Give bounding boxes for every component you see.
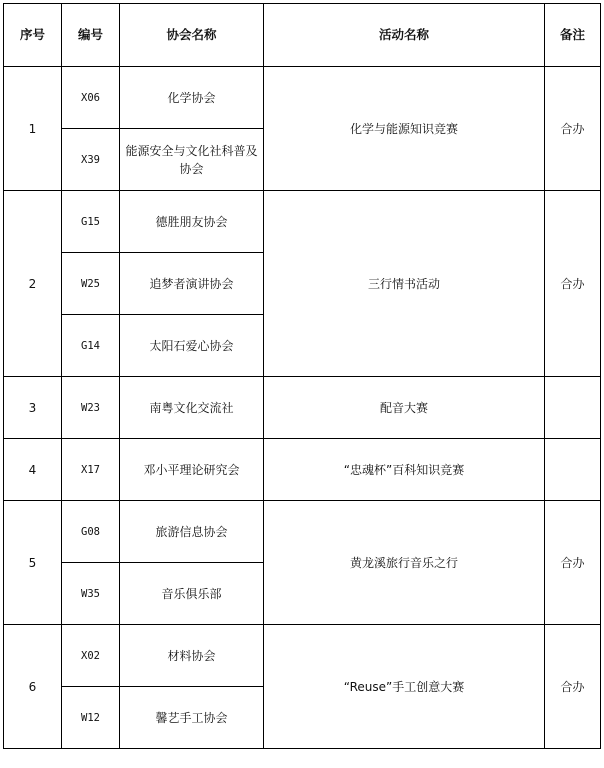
- assoc-name-cell: 太阳石爱心协会: [120, 315, 264, 377]
- table-row: [4, 625, 601, 687]
- assoc-name-cell: 化学协会: [120, 67, 264, 129]
- code-cell: X39: [62, 129, 120, 191]
- code-cell: G15: [62, 191, 120, 253]
- header-code: 编号: [62, 4, 120, 67]
- code-cell: X02: [62, 625, 120, 687]
- activity-table: [3, 3, 601, 749]
- seq-cell: 6: [4, 625, 62, 749]
- remark-cell: [545, 377, 601, 439]
- header-row: [4, 4, 601, 67]
- header-activity-name: 活动名称: [264, 4, 545, 67]
- table-row: [4, 501, 601, 563]
- activity-name-cell: 配音大赛: [264, 377, 545, 439]
- table-body: [4, 67, 601, 749]
- header-assoc-name: 协会名称: [120, 4, 264, 67]
- assoc-name-cell: 馨艺手工协会: [120, 687, 264, 749]
- code-cell: G08: [62, 501, 120, 563]
- header-seq: 序号: [4, 4, 62, 67]
- seq-cell: 1: [4, 67, 62, 191]
- remark-cell: [545, 439, 601, 501]
- activity-name-cell: “Reuse”手工创意大赛: [264, 625, 545, 749]
- remark-cell: 合办: [545, 625, 601, 749]
- code-cell: X06: [62, 67, 120, 129]
- seq-cell: 3: [4, 377, 62, 439]
- assoc-name-cell: 材料协会: [120, 625, 264, 687]
- activity-name-cell: 化学与能源知识竞赛: [264, 67, 545, 191]
- code-cell: W12: [62, 687, 120, 749]
- seq-cell: 4: [4, 439, 62, 501]
- activity-name-cell: 黄龙溪旅行音乐之行: [264, 501, 545, 625]
- assoc-name-cell: 音乐俱乐部: [120, 563, 264, 625]
- table-row: [4, 439, 601, 501]
- code-cell: W23: [62, 377, 120, 439]
- code-cell: G14: [62, 315, 120, 377]
- remark-cell: 合办: [545, 191, 601, 377]
- assoc-name-cell: 邓小平理论研究会: [120, 439, 264, 501]
- table-row: [4, 191, 601, 253]
- table-row: [4, 377, 601, 439]
- seq-cell: 2: [4, 191, 62, 377]
- assoc-name-cell: 能源安全与文化社科普及协会: [120, 129, 264, 191]
- header-remark: 备注: [545, 4, 601, 67]
- activity-name-cell: “忠魂杯”百科知识竞赛: [264, 439, 545, 501]
- seq-cell: 5: [4, 501, 62, 625]
- remark-cell: 合办: [545, 501, 601, 625]
- code-cell: X17: [62, 439, 120, 501]
- code-cell: W35: [62, 563, 120, 625]
- code-cell: W25: [62, 253, 120, 315]
- assoc-name-cell: 追梦者演讲协会: [120, 253, 264, 315]
- remark-cell: 合办: [545, 67, 601, 191]
- assoc-name-cell: 南粤文化交流社: [120, 377, 264, 439]
- assoc-name-cell: 德胜朋友协会: [120, 191, 264, 253]
- assoc-name-cell: 旅游信息协会: [120, 501, 264, 563]
- activity-name-cell: 三行情书活动: [264, 191, 545, 377]
- table-row: [4, 67, 601, 129]
